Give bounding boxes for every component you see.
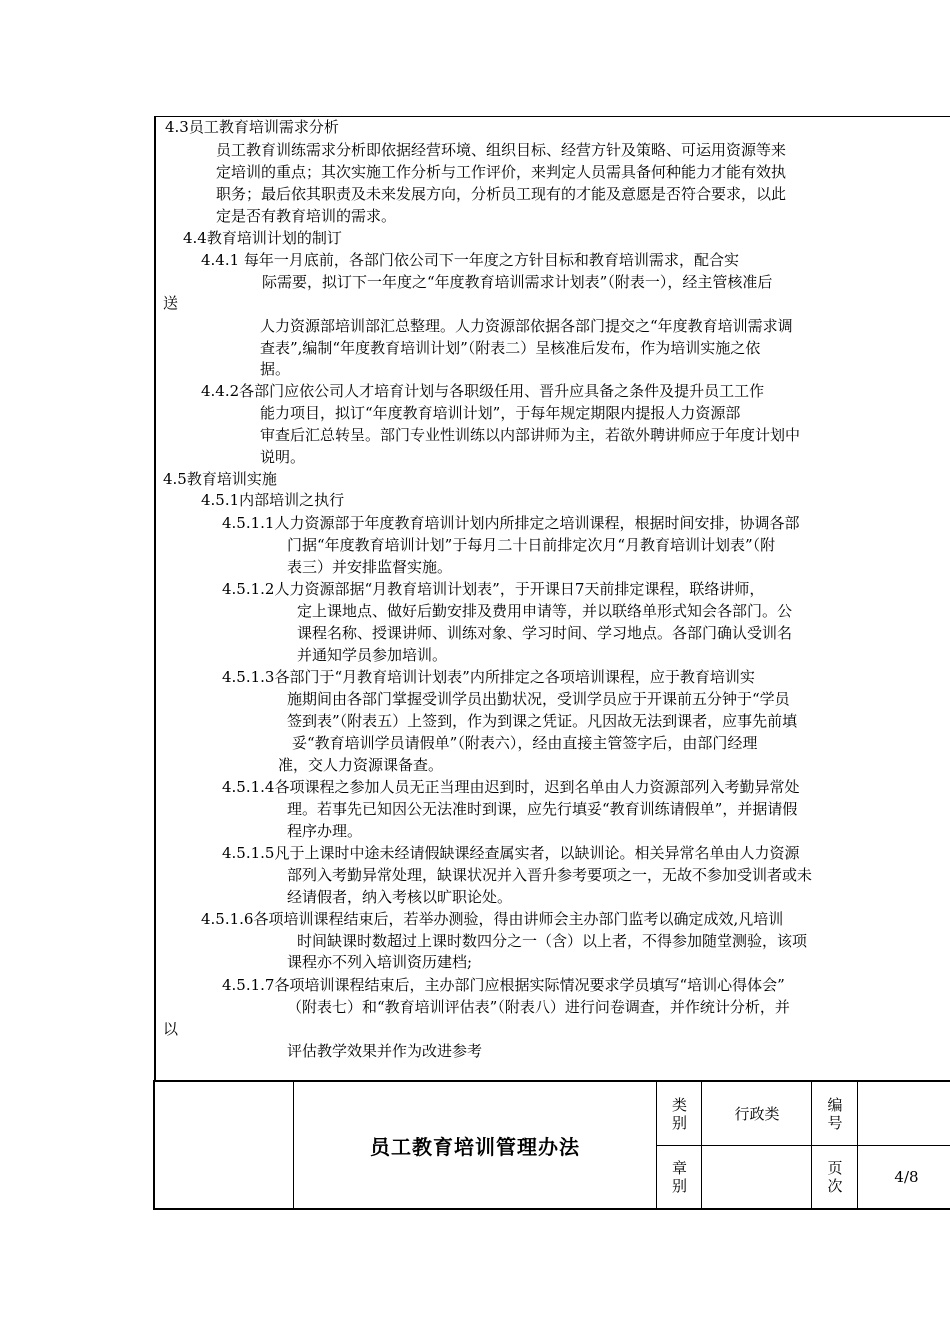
text-line: 4.5.1.7各项培训课程结束后，主办部门应根据实际情况要求学员填写“培训心得体会” bbox=[222, 976, 785, 994]
text-line: 能力项目，拟订“年度教育培训计划”，于每年规定期限内提报人力资源部 bbox=[260, 404, 741, 422]
text-line: 4.5.1.6各项培训课程结束后，若举办测验，得由讲师会主办部门监考以确定成效,凡培训 bbox=[201, 910, 784, 928]
number-value bbox=[858, 1082, 950, 1145]
text-line: 说明。 bbox=[260, 448, 306, 466]
text-line: 部列入考勤异常处理，缺课状况并入晋升参考要项之一，无故不参加受训者或未 bbox=[287, 866, 813, 884]
text-line: 以 bbox=[163, 1020, 179, 1038]
text-line: 表三）并安排监督实施。 bbox=[287, 558, 453, 576]
text-line: 查表”,编制“年度教育培训计划”（附表二）呈核准后发布，作为培训实施之依 bbox=[260, 339, 761, 357]
text-line: 门据“年度教育培训计划”于每月二十日前排定次月“月教育培训计划表”（附 bbox=[287, 536, 776, 554]
footer-title-cell-border bbox=[155, 1082, 657, 1208]
text-line: 4.4.1 每年一月底前，各部门依公司下一年度之方针目标和教育培训需求，配合实 bbox=[201, 251, 739, 269]
text-line: 4.3员工教育培训需求分析 bbox=[165, 118, 339, 136]
text-line: 4.5.1.1人力资源部于年度教育培训计划内所排定之培训课程，根据时间安排，协调各部 bbox=[222, 514, 800, 532]
text-line: 评估教学效果并作为改进参考 bbox=[287, 1042, 483, 1060]
text-line: 际需要，拟订下一年度之“年度教育培训需求计划表”（附表一），经主管核准后 bbox=[262, 273, 773, 291]
text-line: 准，交人力资源课备查。 bbox=[278, 756, 444, 774]
text-line: 职务；最后依其职责及未来发展方向，分析员工现有的才能及意愿是否符合要求，以此 bbox=[216, 185, 787, 203]
text-line: 签到表”（附表五）上签到，作为到课之凭证。凡因故无法到课者，应事先前填 bbox=[287, 712, 798, 730]
text-line: 定培训的重点；其次实施工作分析与工作评价，来判定人员需具备何种能力才能有效执 bbox=[216, 163, 787, 181]
text-line: （附表七）和“教育培训评估表”（附表八）进行问卷调查，并作统计分析，并 bbox=[287, 998, 790, 1016]
text-line: 理。若事先已知因公无法准时到课，应先行填妥“教育训练请假单”，并据请假 bbox=[287, 800, 798, 818]
text-line: 4.5.1.4各项课程之参加人员无正当理由迟到时，迟到名单由人力资源部列入考勤异常处 bbox=[222, 778, 800, 796]
text-line: 4.4.2各部门应依公司人才培育计划与各职级任用、晋升应具备之条件及提升员工工作 bbox=[201, 382, 765, 400]
text-line: 定上课地点、做好后勤安排及费用申请等，并以联络单形式知会各部门。公 bbox=[297, 602, 793, 620]
text-line: 送 bbox=[163, 294, 179, 312]
text-line: 4.5教育培训实施 bbox=[163, 470, 277, 488]
text-line: 程序办理。 bbox=[287, 822, 363, 840]
text-line: 4.5.1.3各部门于“月教育培训计划表”内所排定之各项培训课程，应于教育培训实 bbox=[222, 668, 755, 686]
text-line: 4.4教育培训计划的制订 bbox=[183, 229, 342, 247]
text-line: 4.5.1.5凡于上课时中途未经请假缺课经查属实者，以缺训论。相关异常名单由人力资源 bbox=[222, 844, 800, 862]
text-line: 人力资源部培训部汇总整理。人力资源部依据各部门提交之“年度教育培训需求调 bbox=[260, 317, 793, 335]
text-line: 据。 bbox=[260, 360, 291, 378]
text-line: 经请假者，纳入考核以旷职论处。 bbox=[287, 888, 513, 906]
text-line: 并通知学员参加培训。 bbox=[297, 646, 448, 664]
chapter-label: 章别 bbox=[671, 1158, 687, 1195]
text-line: 施期间由各部门掌握受训学员出勤状况，受训学员应于开课前五分钟于“学员 bbox=[287, 690, 790, 708]
text-line: 审查后汇总转呈。部门专业性训练以内部讲师为主，若欲外聘讲师应于年度计划中 bbox=[260, 426, 801, 444]
document-footer-table bbox=[153, 1080, 950, 1210]
text-line: 定是否有教育培训的需求。 bbox=[216, 207, 397, 225]
category-value: 行政类 bbox=[734, 1105, 780, 1123]
category-label: 类别 bbox=[671, 1095, 687, 1132]
text-line: 时间缺课时数超过上课时数四分之一（含）以上者，不得参加随堂测验，该项 bbox=[297, 932, 808, 950]
text-line: 课程名称、授课讲师、训练对象、学习时间、学习地点。各部门确认受训名 bbox=[297, 624, 793, 642]
text-line: 4.5.1.2人力资源部据“月教育培训计划表”，于开课日7天前排定课程，联络讲师， bbox=[222, 580, 765, 598]
text-line: 妥“教育培训学员请假单”（附表六），经由直接主管签字后，由部门经理 bbox=[292, 734, 758, 752]
chapter-value bbox=[702, 1145, 812, 1208]
document-title: 员工教育培训管理办法 bbox=[370, 1134, 580, 1159]
page-number: 4/8 bbox=[894, 1167, 919, 1186]
page-label: 页次 bbox=[827, 1158, 843, 1195]
text-line: 员工教育训练需求分析即依据经营环境、组织目标、经营方针及策略、可运用资源等来 bbox=[216, 141, 787, 159]
number-label: 编号 bbox=[827, 1095, 843, 1132]
text-line: 4.5.1内部培训之执行 bbox=[201, 491, 345, 509]
text-line: 课程亦不列入培训资历建档; bbox=[287, 953, 473, 971]
